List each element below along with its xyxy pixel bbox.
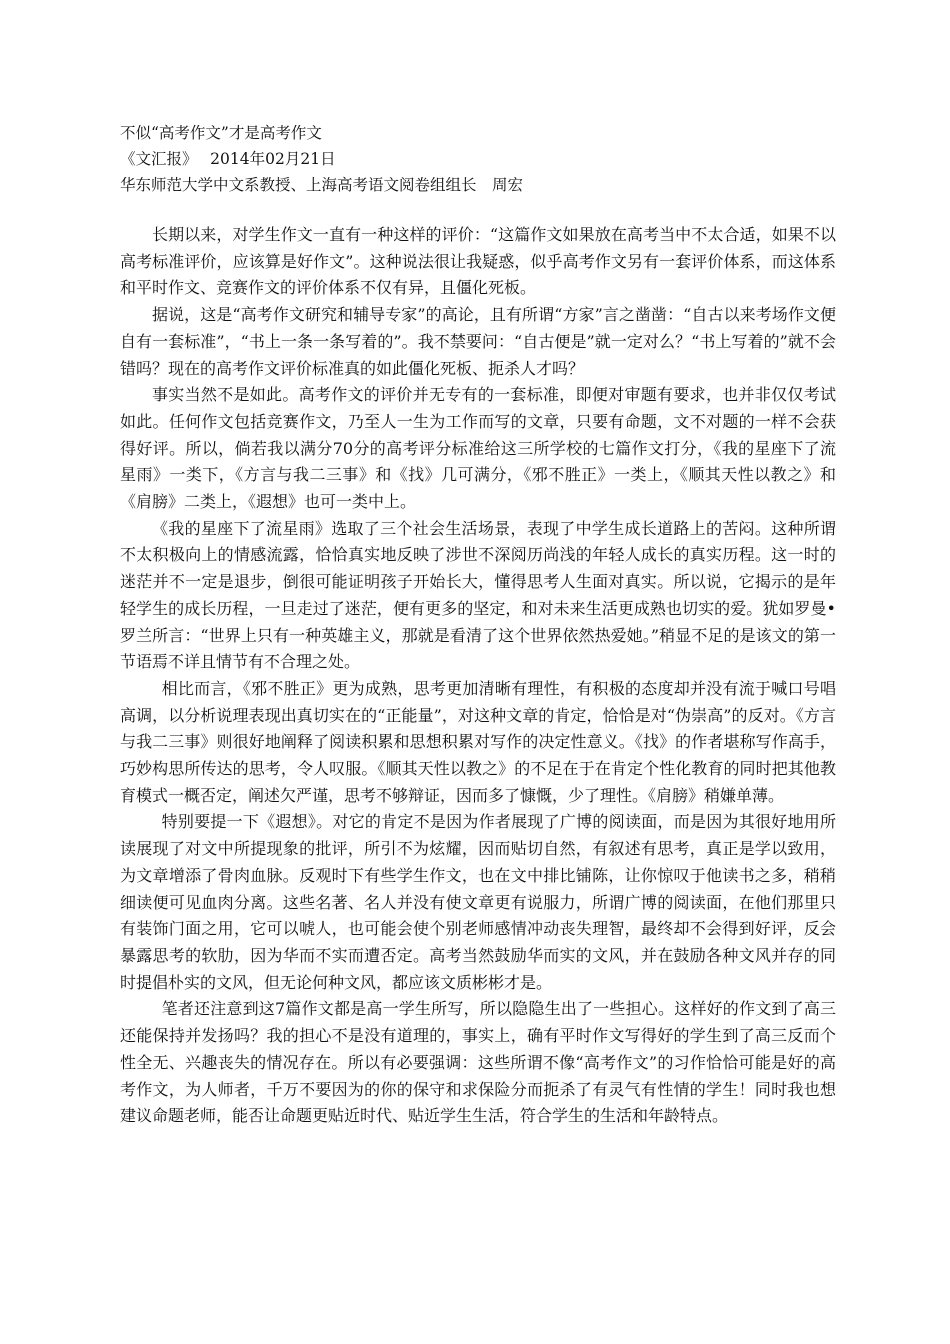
paragraph: 长期以来，对学生作文一直有一种这样的评价：“这篇作文如果放在高考当中不太合适，如果不以高考标准评价，应该算是好作文”。这种说法很让我疑惑，似乎高考作文另有一套评价体系，而这体系和平时作文、竞赛作文的评价体系不仅有异，且僵化死板。: [120, 225, 836, 298]
article-author: 华东师范大学中文系教授、上海高考语文阅卷组组长 周宏: [120, 176, 524, 194]
paragraph: 据说，这是“高考作文研究和辅导专家”的高论，且有所谓“方家”言之凿凿：“自古以来考场作文便自有一套标准”，“书上一条一条写着的”。我不禁要问：“自古便是”就一定对么？“书上写着的”就不会错吗？现在的高考作文评价标准真的如此僵化死板、扼杀人才吗？: [120, 305, 836, 378]
header-spacer: [120, 198, 836, 222]
paragraph: 特别要提一下《遐想》。对它的肯定不是因为作者展现了广博的阅读面，而是因为其很好地用所读展现了对文中所提现象的批评，所引不为炫耀，因而贴切自然，有叙述有思考，真正是学以致用，为文章增添了骨肉血脉。反观时下有些学生作文，也在文中排比铺陈，让你惊叹于他读书之多，稍稍细读便可见血肉分离。这些名著、名人并没有使文章更有说服力，所谓广博的阅读面，在他们那里只有装饰门面之用，它可以唬人，也可能会使个别老师感情冲动丧失理智，最终却不会得到好评，反会暴露思考的软肋，因为华而不实而遭否定。高考当然鼓励华而实的文风，并在鼓励各种文风并存的同时提倡朴实的文风，但无论何种文风，都应该文质彬彬才是。: [120, 812, 836, 992]
paragraph: 相比而言，《邪不胜正》更为成熟，思考更加清晰有理性，有积极的态度却并没有流于喊口号唱高调，以分析说理表现出真切实在的“正能量”，对这种文章的肯定，恰恰是对“伪崇高”的反对。《方言与我二三事》则很好地阐释了阅读积累和思想积累对写作的决定性意义。《找》的作者堪称写作高手，巧妙构思所传达的思考，令人叹服。《顺其天性以教之》的不足在于在肯定个性化教育的同时把其他教育模式一概否定，阐述欠严谨，思考不够辩证，因而多了慷慨，少了理性。《肩膀》稍嫌单薄。: [120, 678, 836, 805]
article-source-date: 《文汇报》 2014年02月21日: [120, 150, 336, 168]
paragraph: 笔者还注意到这7篇作文都是高一学生所写，所以隐隐生出了一些担心。这样好的作文到了高三还能保持并发扬吗？我的担心不是没有道理的，事实上，确有平时作文写得好的学生到了高三反而个性全无、兴趣丧失的情况存在。所以有必要强调：这些所谓不像“高考作文”的习作恰恰可能是好的高考作文，为人师者，千万不要因为的你的保守和求保险分而扼杀了有灵气有性情的学生！同时我也想建议命题老师，能否让命题更贴近时代、贴近学生生活，符合学生的生活和年龄特点。: [120, 999, 836, 1126]
article-title: 不似“高考作文”才是高考作文: [120, 124, 322, 142]
paragraph: 事实当然不是如此。高考作文的评价并无专有的一套标准，即便对审题有要求，也并非仅仅考试如此。任何作文包括竞赛作文，乃至人一生为工作而写的文章，只要有命题，文不对题的一样不会获得好评。所以，倘若我以满分70分的高考评分标准给这三所学校的七篇作文打分，《我的星座下了流星雨》一类下，《方言与我二三事》和《找》几可满分，《邪不胜正》一类上，《顺其天性以教之》和《肩膀》二类上，《遐想》也可一类中上。: [120, 385, 836, 512]
article-body: [120, 222, 836, 1130]
paragraph: 《我的星座下了流星雨》选取了三个社会生活场景，表现了中学生成长道路上的苦闷。这种所谓不太积极向上的情感流露，恰恰真实地反映了涉世不深阅历尚浅的年轻人成长的真实历程。这一时的迷茫并不一定是退步，倒很可能证明孩子开始长大，懂得思考人生面对真实。所以说，它揭示的是年轻学生的成长历程，一旦走过了迷茫，便有更多的坚定，和对未来生活更成熟也切实的爱。犹如罗曼•罗兰所言：“世界上只有一种英雄主义，那就是看清了这个世界依然热爱她。”稍显不足的是该文的第一节语焉不详且情节有不合理之处。: [120, 518, 836, 672]
article: [120, 120, 836, 1130]
